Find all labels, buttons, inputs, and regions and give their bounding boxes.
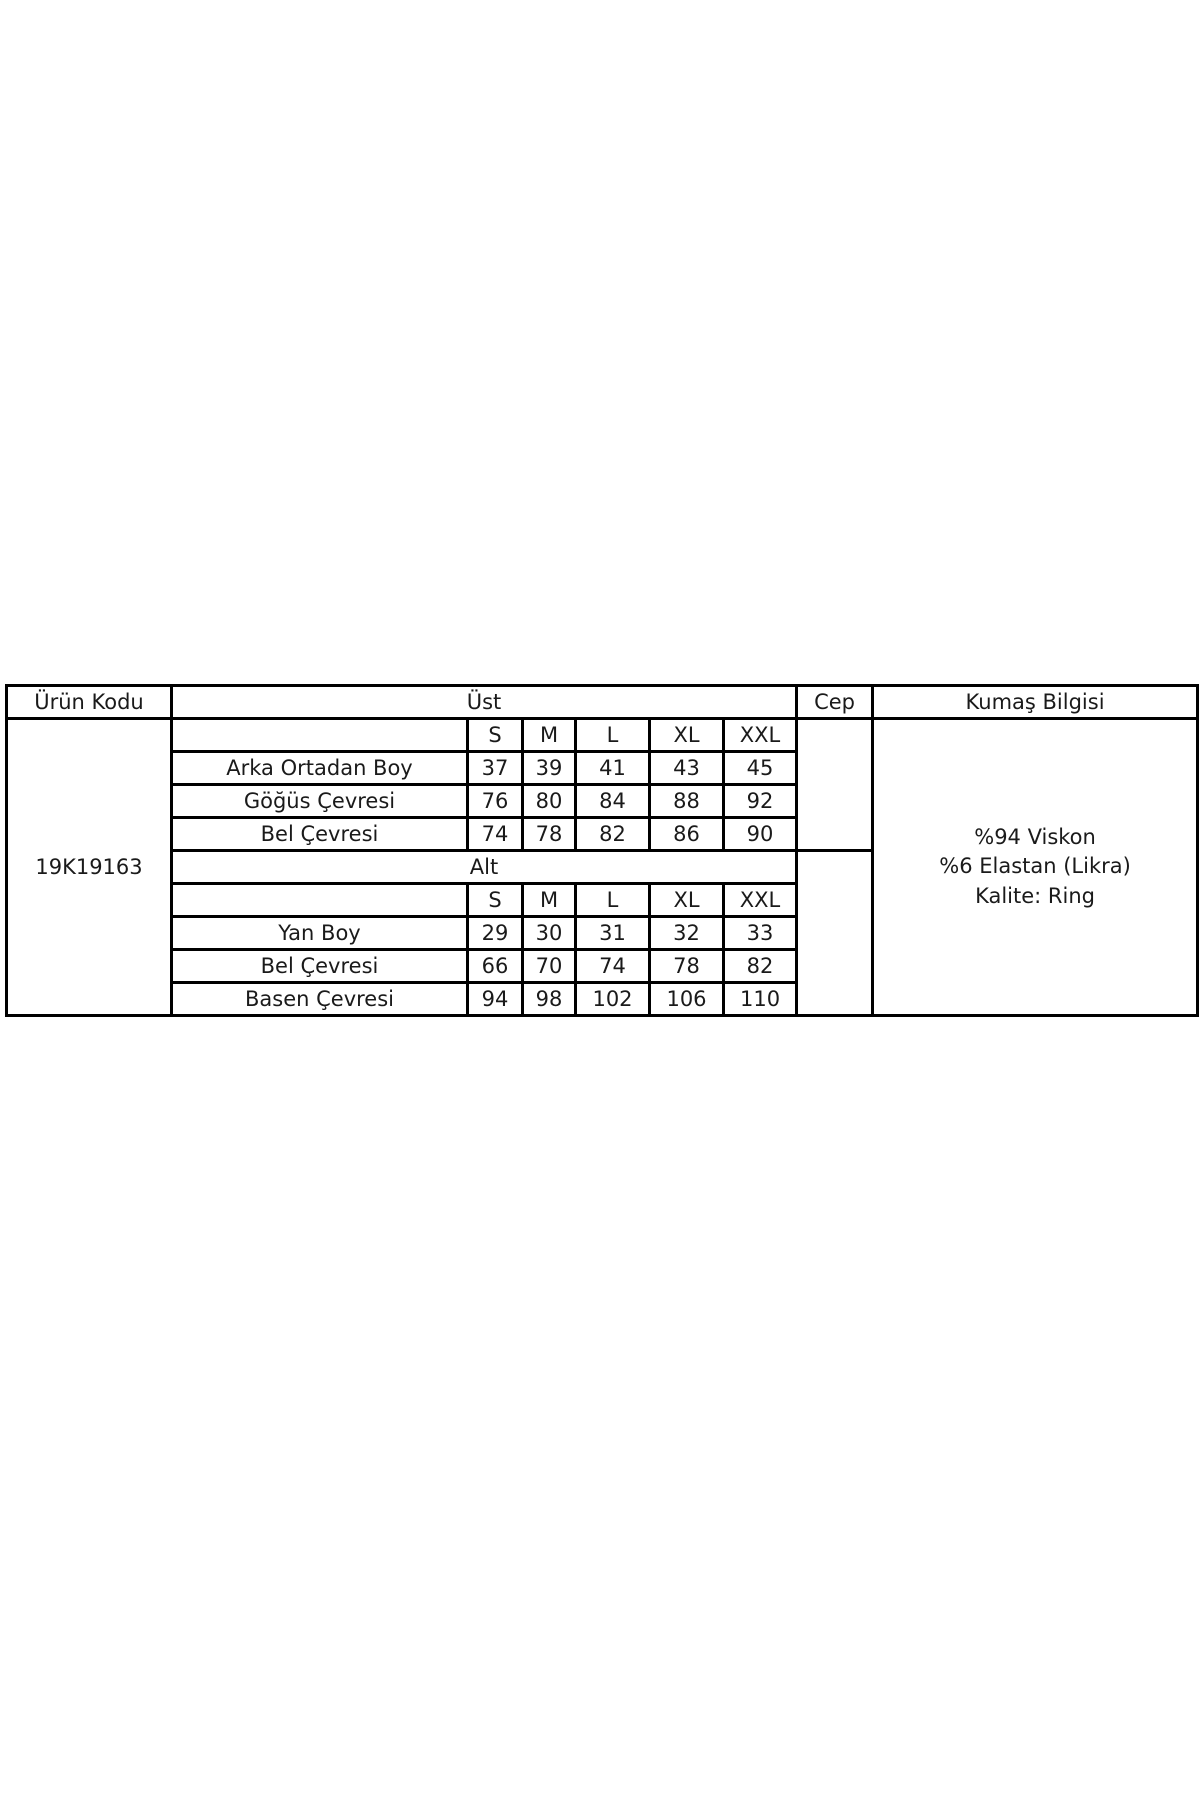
measure-value: 66 <box>468 950 523 983</box>
size-cell: XL <box>650 884 724 917</box>
measure-value: 92 <box>724 785 797 818</box>
fabric-info-cell <box>873 719 1198 1016</box>
measure-value: 106 <box>650 983 724 1016</box>
measure-value: 80 <box>523 785 576 818</box>
size-cell: L <box>576 719 650 752</box>
measure-value: 98 <box>523 983 576 1016</box>
measure-label: Bel Çevresi <box>172 818 468 851</box>
measure-value: 78 <box>523 818 576 851</box>
size-cell: L <box>576 884 650 917</box>
size-chart-table <box>5 684 1199 1017</box>
measure-value: 78 <box>650 950 724 983</box>
header-row <box>7 686 1198 719</box>
top-sizes-label-empty <box>172 719 468 752</box>
measure-value: 86 <box>650 818 724 851</box>
pocket-top-cell <box>797 719 873 851</box>
measure-value: 74 <box>576 950 650 983</box>
measure-value: 43 <box>650 752 724 785</box>
measure-value: 33 <box>724 917 797 950</box>
measure-label: Basen Çevresi <box>172 983 468 1016</box>
size-cell: M <box>523 884 576 917</box>
measure-value: 82 <box>724 950 797 983</box>
bottom-section-title: Alt <box>172 851 797 884</box>
fabric-line: Kalite: Ring <box>975 883 1095 908</box>
fabric-line: %94 Viskon <box>974 824 1096 849</box>
measure-value: 76 <box>468 785 523 818</box>
size-cell: XL <box>650 719 724 752</box>
measure-value: 84 <box>576 785 650 818</box>
size-cell: XXL <box>724 884 797 917</box>
measure-label: Bel Çevresi <box>172 950 468 983</box>
measure-label: Arka Ortadan Boy <box>172 752 468 785</box>
measure-value: 94 <box>468 983 523 1016</box>
measure-label: Yan Boy <box>172 917 468 950</box>
measure-value: 45 <box>724 752 797 785</box>
measure-label: Göğüs Çevresi <box>172 785 468 818</box>
measure-value: 39 <box>523 752 576 785</box>
size-cell: M <box>523 719 576 752</box>
measure-value: 30 <box>523 917 576 950</box>
measure-value: 90 <box>724 818 797 851</box>
measure-value: 41 <box>576 752 650 785</box>
measure-value: 110 <box>724 983 797 1016</box>
top-sizes-row <box>7 719 1198 752</box>
measure-value: 32 <box>650 917 724 950</box>
size-cell: S <box>468 719 523 752</box>
measure-value: 29 <box>468 917 523 950</box>
measure-value: 82 <box>576 818 650 851</box>
product-code-value: 19K19163 <box>7 719 172 1016</box>
product-code-header: Ürün Kodu <box>7 686 172 719</box>
size-cell: XXL <box>724 719 797 752</box>
pocket-bottom-cell <box>797 851 873 1016</box>
fabric-header: Kumaş Bilgisi <box>873 686 1198 719</box>
measure-value: 102 <box>576 983 650 1016</box>
measure-value: 74 <box>468 818 523 851</box>
measure-value: 70 <box>523 950 576 983</box>
bottom-sizes-label-empty <box>172 884 468 917</box>
top-header: Üst <box>172 686 797 719</box>
measure-value: 88 <box>650 785 724 818</box>
fabric-line: %6 Elastan (Likra) <box>939 854 1131 879</box>
measure-value: 37 <box>468 752 523 785</box>
size-cell: S <box>468 884 523 917</box>
measure-value: 31 <box>576 917 650 950</box>
pocket-header: Cep <box>797 686 873 719</box>
